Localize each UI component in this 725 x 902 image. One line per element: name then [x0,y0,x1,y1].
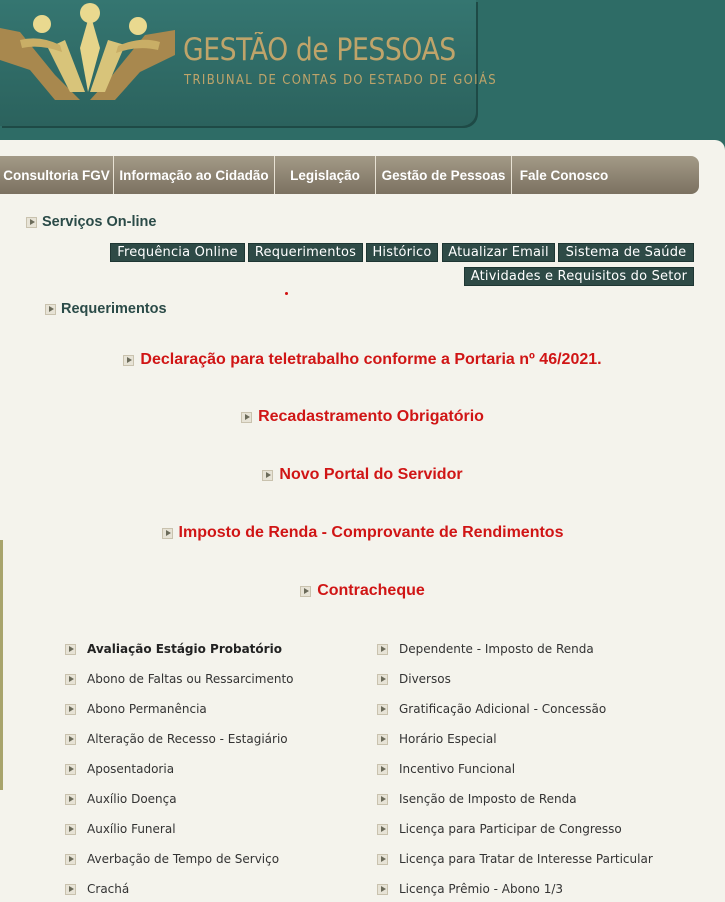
arrow-bullet-icon [377,794,388,805]
link-label: Contracheque [317,582,425,599]
link-novo-portal[interactable] [0,466,725,484]
nav-gestao-pessoas[interactable]: Gestão de Pessoas [376,156,512,194]
list-item[interactable] [377,792,577,806]
arrow-bullet-icon [65,884,76,895]
list-item-label: Incentivo Funcional [399,762,516,776]
arrow-bullet-icon [65,644,76,655]
arrow-bullet-icon [377,734,388,745]
list-item[interactable] [377,702,606,716]
list-item[interactable] [377,732,497,746]
list-item[interactable] [377,882,563,896]
list-item-label: Abono Permanência [87,702,207,716]
arrow-bullet-icon [241,412,252,423]
list-item[interactable] [65,882,129,896]
link-label: Recadastramento Obrigatório [258,408,484,425]
list-item-label: Alteração de Recesso - Estagiário [87,732,288,746]
servicos-heading-label: Serviços On-line [42,214,157,230]
servicos-heading [26,214,156,230]
arrow-bullet-icon [377,824,388,835]
tcego-logo-icon[interactable] [0,0,190,110]
arrow-bullet-icon [377,644,388,655]
header-banner [0,0,498,126]
arrow-bullet-icon [377,674,388,685]
arrow-bullet-icon [377,704,388,715]
list-item[interactable] [377,852,653,866]
list-item[interactable] [377,822,622,836]
arrow-bullet-icon [377,854,388,865]
nav-fale-conosco[interactable]: Fale Conosco [519,167,609,183]
list-item[interactable] [65,792,177,806]
list-item[interactable] [65,702,207,716]
list-item-label: Diversos [399,672,451,686]
link-imposto-renda[interactable] [0,524,725,542]
arrow-bullet-icon [377,884,388,895]
list-item-label: Isenção de Imposto de Renda [399,792,577,806]
left-edge-strip [0,540,3,790]
list-item-label: Horário Especial [399,732,497,746]
arrow-bullet-icon [65,854,76,865]
nav-informacao-cidadao[interactable]: Informação ao Cidadão [114,156,275,194]
brand-title: GESTÃO de PESSOAS [183,32,456,68]
arrow-bullet-icon [65,794,76,805]
list-item[interactable] [65,732,288,746]
nav-consultoria-fgv[interactable]: Consultoria FGV [0,156,114,194]
list-item[interactable] [377,762,515,776]
arrow-bullet-icon [262,470,273,481]
site-header [0,0,725,140]
list-item[interactable] [65,762,174,776]
list-item[interactable] [377,642,594,656]
sistema-saude-button[interactable]: Sistema de Saúde [558,243,694,262]
link-declaracao-teletrabalho[interactable] [0,351,725,369]
list-item[interactable] [65,822,176,836]
arrow-bullet-icon [300,586,311,597]
top-nav [0,156,699,194]
arrow-bullet-icon [26,217,37,228]
link-contracheque[interactable] [0,582,725,600]
arrow-bullet-icon [45,304,56,315]
link-label: Novo Portal do Servidor [279,466,463,483]
list-item-label: Averbação de Tempo de Serviço [87,852,280,866]
list-item-label: Auxílio Funeral [87,822,176,836]
arrow-bullet-icon [123,355,134,366]
arrow-bullet-icon [377,764,388,775]
list-item-label: Auxílio Doença [87,792,177,806]
requerimentos-button[interactable]: Requerimentos [248,243,363,262]
arrow-bullet-icon [65,764,76,775]
list-item-label: Abono de Faltas ou Ressarcimento [87,672,294,686]
list-item-label: Avaliação Estágio Probatório [87,642,282,656]
brand-subtitle: TRIBUNAL DE CONTAS DO ESTADO DE GOIÁS [184,72,498,88]
link-recadastramento[interactable] [0,408,725,426]
list-item-label: Crachá [87,882,130,896]
list-item-label: Aposentadoria [87,762,175,776]
list-item-label: Gratificação Adicional - Concessão [399,702,607,716]
red-dot-marker [285,292,288,295]
arrow-bullet-icon [162,528,173,539]
nav-legislacao[interactable]: Legislação [275,156,376,194]
frequencia-online-button[interactable]: Frequência Online [110,243,245,262]
list-item[interactable] [65,642,282,656]
arrow-bullet-icon [65,734,76,745]
list-item-label: Dependente - Imposto de Renda [399,642,594,656]
link-label: Declaração para teletrabalho conforme a Portaria nº 46/2021. [140,351,602,368]
list-item[interactable] [65,672,293,686]
atividades-requisitos-button[interactable]: Atividades e Requisitos do Setor [464,267,694,286]
list-item-label: Licença Prêmio - Abono 1/3 [399,882,564,896]
requerimentos-heading-label: Requerimentos [61,301,167,317]
list-item[interactable] [65,852,279,866]
list-item-label: Licença para Tratar de Interesse Particular [399,852,653,866]
arrow-bullet-icon [65,674,76,685]
arrow-bullet-icon [65,824,76,835]
atualizar-email-button[interactable]: Atualizar Email [442,243,555,262]
historico-button[interactable]: Histórico [366,243,438,262]
link-label: Imposto de Renda - Comprovante de Rendimentos [178,524,564,541]
arrow-bullet-icon [65,704,76,715]
list-item-label: Licença para Participar de Congresso [399,822,622,836]
list-item[interactable] [377,672,451,686]
requerimentos-heading [45,301,167,317]
